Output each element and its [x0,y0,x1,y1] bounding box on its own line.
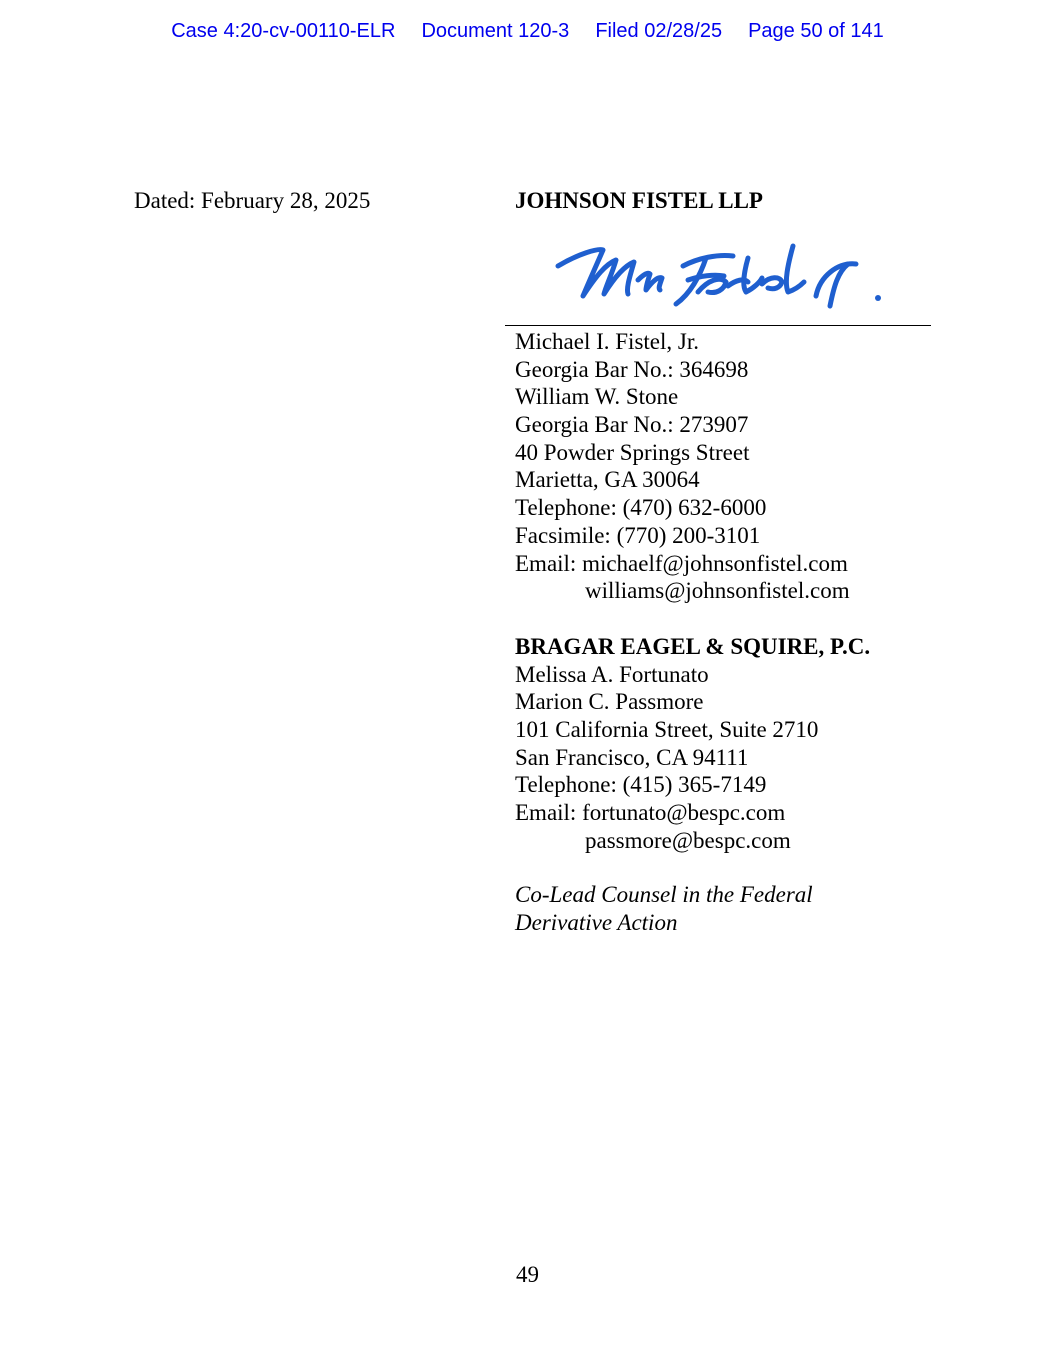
handwritten-signature [548,236,898,326]
telephone: Telephone: (470) 632-6000 [515,495,767,521]
signature-line [505,325,931,326]
telephone: Telephone: (415) 365-7149 [515,772,767,798]
attorney-name: William W. Stone [515,384,679,410]
attorney-name: Melissa A. Fortunato [515,661,709,687]
counsel-role [515,881,813,936]
street-address: 40 Powder Springs Street [515,439,750,465]
document-number: Document 120-3 [421,20,570,42]
page-count: Page 50 of 141 [748,20,884,42]
counsel-role-line: Co-Lead Counsel in the Federal [515,882,813,907]
bar-number: Georgia Bar No.: 364698 [515,356,749,382]
page-number: 49 [516,1262,539,1287]
street-address: 101 California Street, Suite 2710 [515,717,819,743]
bar-number: Georgia Bar No.: 273907 [515,412,749,438]
filed-date: Filed 02/28/25 [595,20,723,42]
facsimile: Facsimile: (770) 200-3101 [515,522,761,548]
email-secondary: passmore@bespc.com [585,827,791,853]
email: Email: michaelf@johnsonfistel.com [515,550,848,576]
johnson-fistel-contact-block [515,328,850,605]
firm-name-bragar-eagel: BRAGAR EAGEL & SQUIRE, P.C. [515,634,871,659]
dated-line: Dated: February 28, 2025 [134,188,371,213]
city-state-zip: Marietta, GA 30064 [515,467,700,493]
email: Email: fortunato@bespc.com [515,800,786,826]
bragar-eagel-contact-block [515,633,870,855]
case-number: Case 4:20-cv-00110-ELR [171,20,396,42]
attorney-name: Michael I. Fistel, Jr. [515,329,699,354]
firm-name-johnson-fistel: JOHNSON FISTEL LLP [515,188,763,213]
case-header [0,20,1055,43]
city-state-zip: San Francisco, CA 94111 [515,744,749,770]
email-secondary: williams@johnsonfistel.com [585,578,850,604]
attorney-name: Marion C. Passmore [515,689,704,715]
counsel-role-line: Derivative Action [515,909,678,935]
signature-dot [875,295,881,301]
